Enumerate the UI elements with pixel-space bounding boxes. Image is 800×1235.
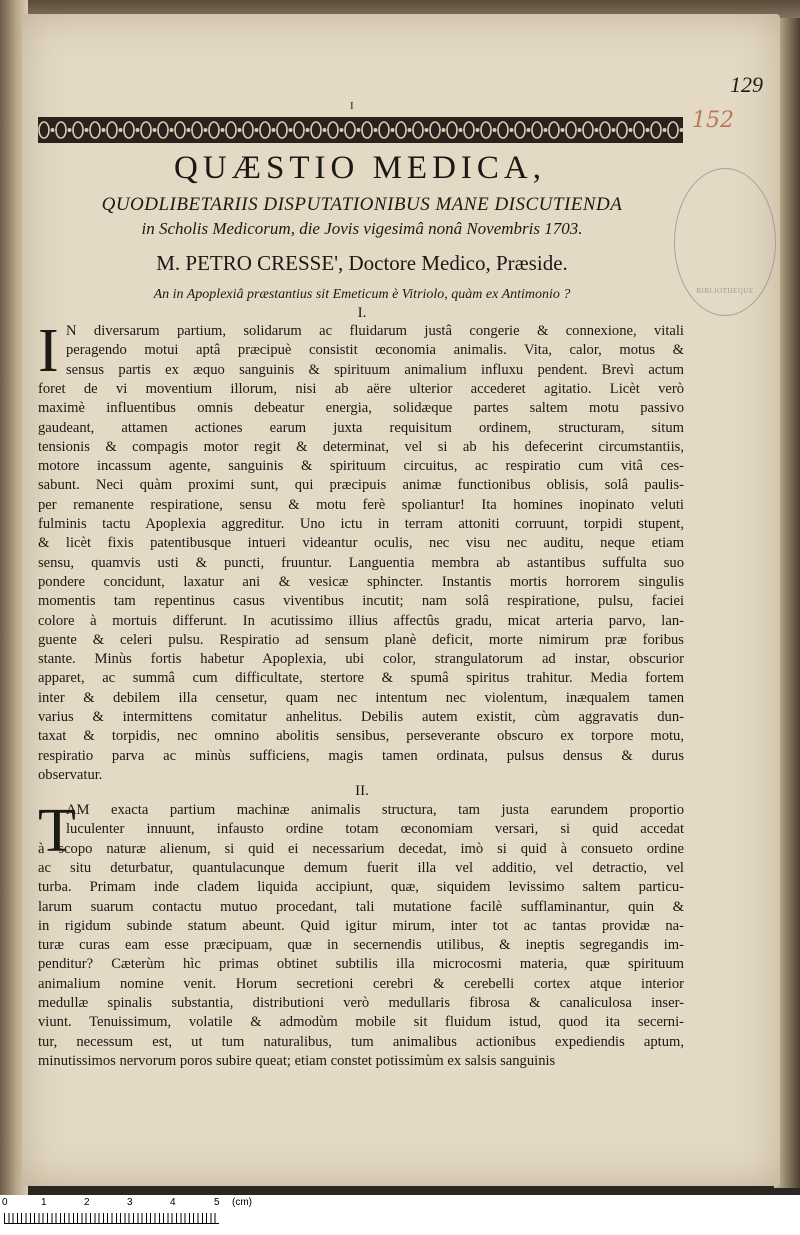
ruler-ticks <box>4 1213 219 1224</box>
text-line: minutissimos nervorum poros subire queat; etiam constet potissimùm ex salsis sanguinis <box>38 1052 556 1069</box>
ruler-label: 5 <box>214 1197 220 1208</box>
text-line: penditur? Cæterùm hìc primas obtinet subtilis illa microcosmi materia, quæ spirituum <box>38 956 684 973</box>
text-line: per remanente respiratione, sensu & motu ferè spoliantur! Ita homines inopinato veluti <box>38 496 684 513</box>
subtitle-disputation: QUODLIBETARIIS DISPUTATIONIBUS MANE DISCUTIENDA <box>101 194 623 215</box>
text-line: larum suarum contactu mutuo procedant, tali mutatione facilè sufflaminantur, quin & <box>38 898 684 915</box>
text-line: tensionis & compagis motor regit & determinat, vel si ab his defecerint circumstantiis, <box>38 438 684 455</box>
ornamental-headband <box>38 117 683 143</box>
text-line: animalium nomine venit. Horum secretioni cerebri & cerebelli cortex atque interior <box>38 975 684 992</box>
text-line: taxat & torpidis, nec omnino abolitis sensibus, perseverante obscuro ex torpore motu, <box>38 728 684 745</box>
text-line: sabunt. Neci quàm proximi sunt, qui præcipuis animæ functionibus oblisis, solâ paulis- <box>38 477 684 494</box>
text-line: momentis tam repentinus casus viventibus incutit; nam solâ respiratione, pulsu, faciei <box>38 593 684 610</box>
text-line: AM exacta partium machinæ animalis structura, tam justa earundem proportio <box>66 802 684 818</box>
text-line: à scopo naturæ alienum, si quid ei necessarium decedat, imò si quid à consueto ordine <box>38 840 684 857</box>
question-line: An in Apoplexiâ præstantius sit Emeticum è Vitriolo, quàm ex Antimonio ? <box>153 287 571 302</box>
scale-ruler <box>0 1195 800 1235</box>
section-2-numeral: II. <box>355 783 369 799</box>
text-line: motore incassum agente, sanguinis & spirituum circuitus, ac respiratio cum vitâ ces- <box>38 458 684 475</box>
library-stamp <box>674 168 776 316</box>
text-line: gaudeant, attamen actiones earum juxta requisitum ordinem, structuram, situm <box>38 419 684 436</box>
ruler-label: (cm) <box>232 1197 252 1208</box>
ruler-label: 1 <box>41 1197 47 1208</box>
signature-mark: I <box>350 100 354 112</box>
text-line: inter & debilem illa censetur, quam nec intentum nec violentum, inæqualem tamen <box>38 689 684 706</box>
ruler-label: 0 <box>2 1197 8 1208</box>
text-line: respiratio parva ac minùs sufficiens, magis tamen ordinata, pulsus densus & durus <box>38 747 684 764</box>
subtitle-date: in Scholis Medicorum, die Jovis vigesimâ nonâ Novembris 1703. <box>141 219 583 238</box>
ruler-label: 3 <box>127 1197 133 1208</box>
text-line: turæ curas eam esse præcipuam, quæ in secernendis utilibus, & ineptis segregandis im- <box>38 937 684 954</box>
section-1-numeral: I. <box>357 305 367 321</box>
ruler-label: 4 <box>170 1197 176 1208</box>
text-line: sensu, quamvis usti & puncti, fruuntur. Languentia membra ab astantibus suffulta suo <box>38 554 684 571</box>
manuscript-note: 152 <box>692 108 734 133</box>
text-line: in rigidum subinde statum abeunt. Quid igitur mirum, inter tot ac tantas providæ na- <box>38 917 684 934</box>
subtitle-praeses: M. PETRO CRESSE', Doctore Medico, Præside. <box>156 251 568 275</box>
stamp-text: BIBLIOTHEQUE <box>696 287 754 295</box>
text-line: viunt. Tenuissimum, volatile & admodùm mobile sit fluidum istud, quod ita secerni- <box>38 1014 684 1031</box>
text-line: tur, necessum est, ut tum naturalibus, tum animalibus actionibus expediendis aptum, <box>38 1033 684 1050</box>
text-line: medullæ spinalis substantia, distributioni verò medullaris fibrosa & canaliculosa inser- <box>38 995 684 1011</box>
text-line: foret de vi moventium illorum, nisi ab aëre ulterior accederet agitatio. Licèt verò <box>38 380 684 397</box>
text-line: turba. Primam inde cladem liquida accipiunt, quæ, siquidem levissimo saltem particu- <box>38 879 684 896</box>
text-line: N diversarum partium, solidarum ac fluidarum justâ congerie & connexione, vitali <box>66 323 684 339</box>
text-line: fulminis tactu Apoplexia aggreditur. Uno ictu in terram attoniti corruunt, torpidi stupent, <box>38 516 684 532</box>
ruler-label: 2 <box>84 1197 90 1208</box>
section-2-drop-cap: T <box>38 797 76 865</box>
text-line: observatur. <box>38 766 103 783</box>
text-line: luculenter innuunt, infausto ordine totam œconomiam versari, si quid accedat <box>66 821 684 838</box>
text-line: varius & intermittens comitatur anhelitus. Debilis autem existit, cùm aggravatis dun- <box>38 709 684 725</box>
text-line: maximè influentibus omnis debeatur energia, solidæque partes saltem motu passivo <box>38 400 684 417</box>
page-title: QUÆSTIO MEDICA, <box>174 150 546 186</box>
text-line: guente & celeri pulsu. Respiratio ad sensum planè deficit, morte nimirum præ foribus <box>38 631 684 648</box>
text-line: stante. Minùs fortis habetur Apoplexia, ubi color, strangulatorum ad instar, obscurior <box>38 651 684 668</box>
text-line: apparet, ac summâ cum difficultate, stertore & spumâ spiritus trahitur. Media fortem <box>38 670 684 687</box>
text-line: sensus partis ex æquo sanguinis & spirituum animalium influxu pendent. Brevì actum <box>66 361 684 378</box>
folio-number: 129 <box>730 72 763 97</box>
text-line: ac situ deturbatur, quantulacunque demum fuerit illa vel additio, vel detractio, vel <box>38 859 684 876</box>
text-line: peragendo motui aptâ præcipuè consistit œconomia animalis. Vita, calor, motus & <box>66 342 684 359</box>
section-1-drop-cap: I <box>38 317 59 385</box>
text-line: & licèt fixis patentibusque intueri videantur oculis, nec visu nec auditu, neque etiam <box>38 535 684 552</box>
text-line: pondere concidunt, laxatur ani & vesicæ sphincter. Instantis mortis horrorem singulis <box>38 573 684 590</box>
text-line: colore à mortuis differunt. In acutissimo illius affectûs gradu, micat arteria parvo, lan- <box>38 612 684 629</box>
